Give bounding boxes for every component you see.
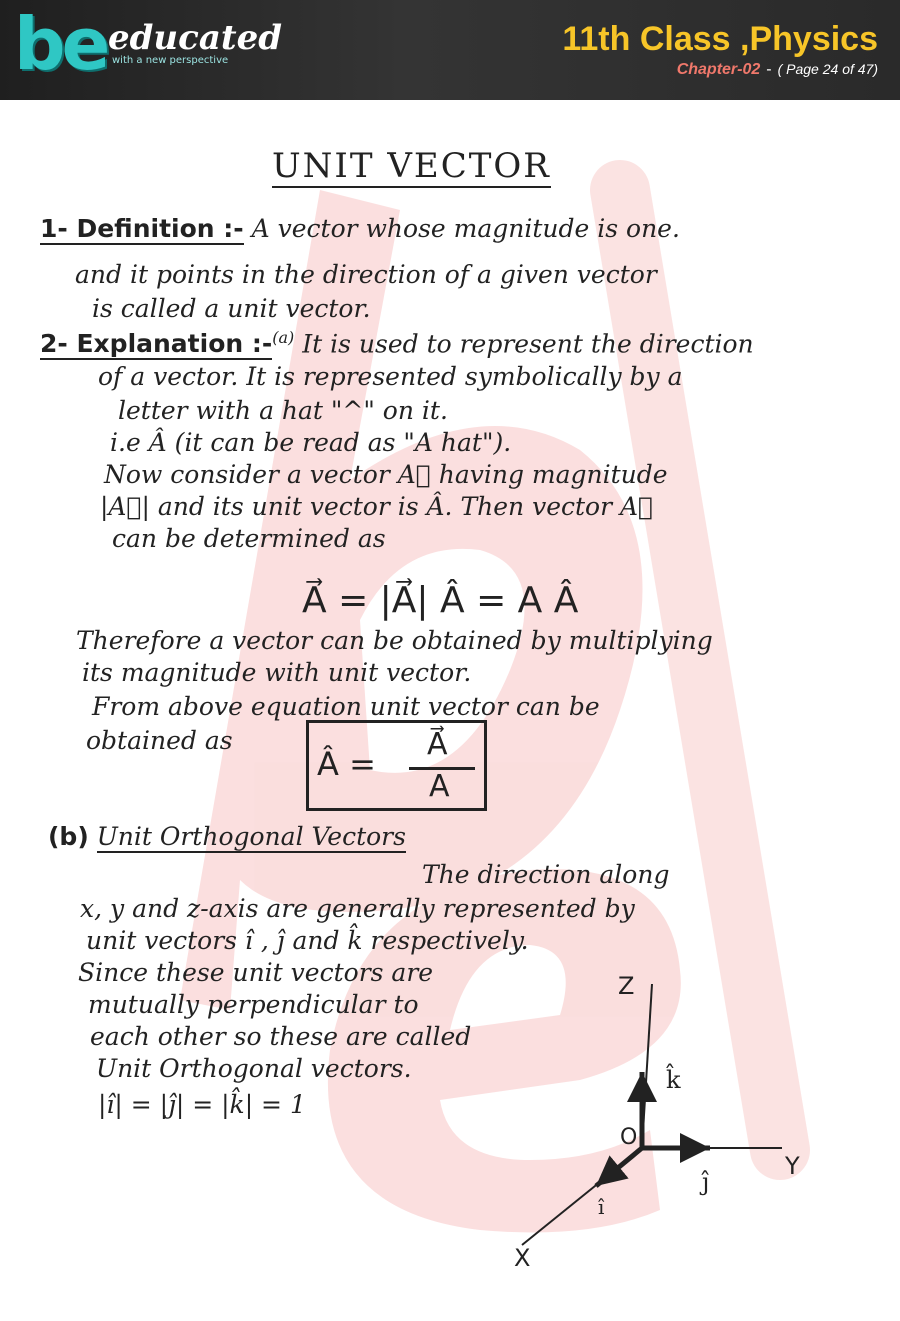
- axes-diagram: [500, 960, 820, 1280]
- class-title: 11th Class ,Physics: [562, 20, 878, 58]
- explanation-line-6: |A⃗| and its unit vector is Â. Then vector A⃗: [100, 492, 654, 521]
- orthogonal-line-1: The direction along: [422, 860, 670, 889]
- explanation-line-2: of a vector. It is represented symbolically by a: [98, 362, 683, 391]
- explanation-text-1: It is used to represent the direction: [302, 329, 754, 359]
- separator: -: [766, 61, 772, 78]
- after-line-4: obtained as: [86, 726, 233, 755]
- chapter-line: [677, 61, 878, 79]
- definition-line-3: is called a unit vector.: [92, 294, 371, 323]
- definition-line-2: and it points in the direction of a given vector: [75, 260, 657, 289]
- explanation-sub: (a): [272, 328, 295, 347]
- y-label: Y: [785, 1152, 800, 1180]
- page-indicator: ( Page 24 of 47): [777, 61, 878, 77]
- x-label: X: [514, 1244, 531, 1272]
- logo-tagline: with a new perspective: [112, 55, 229, 66]
- definition-label: 1- Definition :-: [40, 214, 244, 243]
- box-numerator: A⃗: [427, 727, 448, 762]
- orthogonal-line-5: mutually perpendicular to: [88, 990, 419, 1019]
- explanation-line-5: Now consider a vector A⃗ having magnitude: [104, 460, 668, 489]
- definition-text-1: A vector whose magnitude is one.: [251, 214, 680, 243]
- section-b-title: Unit Orthogonal Vectors: [96, 822, 406, 851]
- explanation-line-3: letter with a hat "^" on it.: [118, 396, 448, 425]
- orthogonal-line-2: x, y and z-axis are generally represented by: [80, 894, 635, 923]
- k-hat-label: k̂: [666, 1066, 681, 1094]
- box-denominator: A: [429, 769, 450, 804]
- explanation-label: 2- Explanation :-: [40, 329, 273, 359]
- j-hat-label: ĵ: [702, 1168, 710, 1196]
- orthogonal-line-7: Unit Orthogonal vectors.: [96, 1054, 412, 1083]
- unit-vector-formula-box: [306, 720, 487, 811]
- after-line-2: its magnitude with unit vector.: [82, 658, 472, 687]
- equation-magnitude-unit: A⃗ = |A⃗| Â = A Â: [302, 580, 579, 621]
- after-line-1: Therefore a vector can be obtained by multiplying: [76, 626, 713, 655]
- header-bar: [0, 0, 900, 100]
- i-unit-arrow: [596, 1148, 642, 1186]
- origin-label: O: [620, 1125, 638, 1150]
- definition-line-1: [40, 214, 680, 243]
- after-line-3: From above equation unit vector can be: [92, 692, 600, 721]
- i-hat-label: î: [598, 1195, 605, 1219]
- orthogonal-line-3: unit vectors î , ĵ and k̂ respectively.: [86, 926, 529, 955]
- section-b-heading: [48, 822, 406, 851]
- orthogonal-line-8: |î| = |ĵ| = |k̂| = 1: [98, 1090, 306, 1119]
- orthogonal-line-6: each other so these are called: [90, 1022, 472, 1051]
- page-title: UNIT VECTOR: [272, 146, 551, 186]
- explanation-line-1: [40, 328, 754, 358]
- z-label: Z: [618, 972, 635, 1000]
- chapter-label: Chapter-02: [676, 61, 761, 78]
- explanation-line-4: i.e Â (it can be read as "A hat").: [110, 428, 512, 457]
- explanation-line-7: can be determined as: [112, 524, 386, 553]
- logo-word: educated: [108, 18, 282, 58]
- section-b-label: (b): [48, 822, 89, 851]
- orthogonal-line-4: Since these unit vectors are: [78, 958, 434, 987]
- box-lhs: Â =: [317, 745, 376, 783]
- logo-be: be: [14, 2, 107, 86]
